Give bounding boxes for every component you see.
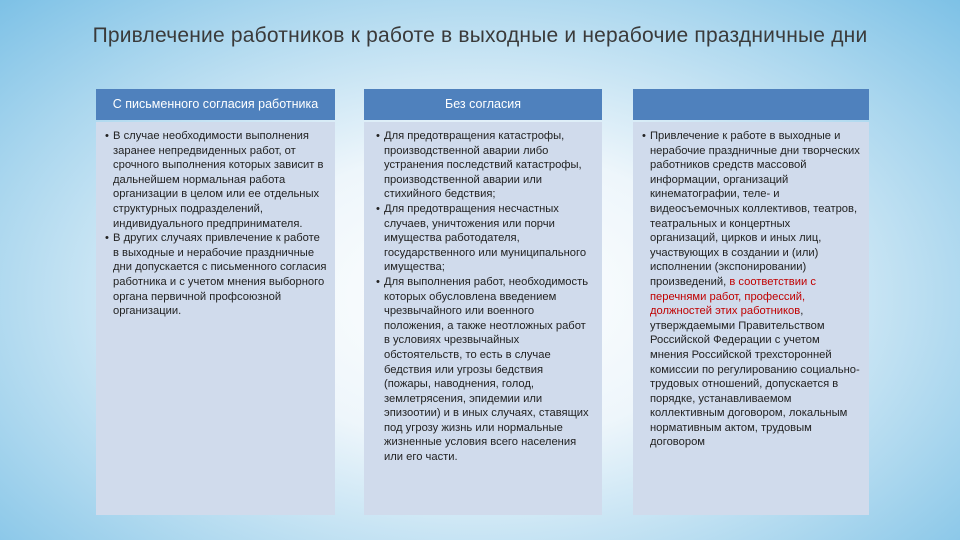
bullet-icon: • bbox=[642, 130, 646, 142]
list-item bbox=[101, 129, 327, 231]
slide-title: Привлечение работников к работе в выходные и нерабочие праздничные дни bbox=[92, 24, 868, 47]
list-item-text: В случае необходимости выполнения заранее непредвиденных работ, от срочного выполнения которых зависит в дальнейшем нормальная работа организации в целом или ее отдельных структурных подразделений, индивидуального предпринимателя. bbox=[113, 130, 324, 230]
list-item bbox=[372, 275, 592, 465]
column-header bbox=[633, 89, 869, 120]
bullet-icon: • bbox=[105, 232, 109, 245]
list-item-text: Для выполнения работ, необходимость которых обусловлена введением чрезвычайного или военного положения, а также неотложных работ в условиях чрезвычайных обстоятельств, то есть в случае бедствия или угрозы бедствия (пожары, наводнения, голод, землетрясения, эпидемии или эпизоотии) и в иных случаях, ставящих под угрозу жизнь или нормальные жизненные условия всего населения или его части. bbox=[384, 275, 589, 464]
column-body bbox=[96, 122, 335, 515]
column-body bbox=[633, 122, 869, 515]
list-item bbox=[638, 129, 861, 450]
column-body bbox=[364, 122, 602, 515]
column-header: Без согласия bbox=[364, 89, 602, 120]
list-item-text: Для предотвращения несчастных случаев, уничтожения или порчи имущества работодателя, государственного или муниципального имущества; bbox=[384, 202, 587, 274]
list-item-text: , утверждаемыми Правительством Российской Федерации с учетом мнения Российской трехсторонней комиссии по регулированию социально-трудовых отношений, допускается в порядке, устанавливаемом коллективным договором, локальным нормативным актом, трудовым договором bbox=[650, 305, 860, 449]
list-item-text: Привлечение к работе в выходные и нерабочие праздничные дни творческих работников средств массовой информации, организаций кинематографии, теле- и видеосъемочных коллективов, театров, театральных и концертных организаций, цирков и иных лиц, участвующих в создании и (или) исполнении (экспонировании) произведений, bbox=[650, 130, 860, 288]
list-item-text: В других случаях привлечение к работе в выходные и нерабочие праздничные дни допускается с письменного согласия работника и с учетом мнения выборного органа первичной профсоюзной организации. bbox=[113, 232, 327, 318]
column-header: С письменного согласия работника bbox=[96, 89, 335, 120]
bullet-icon: • bbox=[105, 130, 109, 142]
column-with-consent bbox=[96, 89, 335, 515]
bullet-icon: • bbox=[376, 275, 380, 288]
list-item bbox=[101, 231, 327, 319]
bullet-icon: • bbox=[376, 130, 380, 142]
list-item bbox=[372, 202, 592, 275]
list-item-text: Для предотвращения катастрофы, производственной аварии либо устранения последствий катастрофы, производственной аварии или стихийного бедствия; bbox=[384, 130, 582, 201]
highlighted-text: в соответствии с перечнями работ, профессий, должностей этих работников bbox=[650, 275, 816, 318]
list-item bbox=[372, 129, 592, 202]
bullet-icon: • bbox=[376, 202, 380, 215]
column-creative-workers bbox=[633, 89, 869, 515]
column-without-consent bbox=[364, 89, 602, 515]
